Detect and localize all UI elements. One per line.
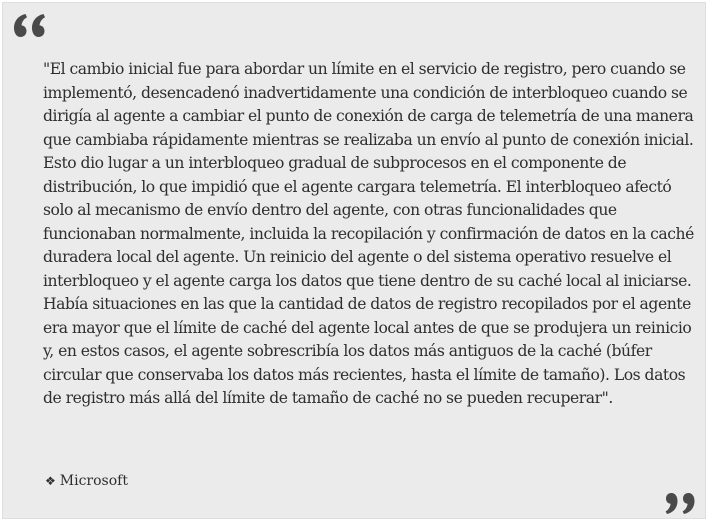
quote-text: "El cambio inicial fue para abordar un límite en el servicio de registro, pero cuando se implementó, desencadenó inadvertidamente una condición de interbloqueo cuando se dirigía al agente a cambiar el punto de conexión de carga de telemetría de una manera que cambiaba rápidamente mientras se realizaba un envío al punto de conexión inicial. Esto dio lugar a un interbloqueo gradual de subprocesos en el componente de distribución, lo que impidió que el agente cargara telemetría. El interbloqueo afectó solo al mecanismo de envío dentro del agente, con otras funcionalidades que funcionaban normalmente, incluida la recopilación y confirmación de datos en la caché duradera local del agente. Un reinicio del agente o del sistema operativo resuelve el interbloqueo y el agente carga los datos que tiene dentro de su caché local al iniciarse. Había situaciones en las que la cantidad de datos de registro recopilados por el agente era mayor que el límite de caché del agente local antes de que se produjera un reinicio y, en estos casos, el agente sobrescribía los datos más antiguos de la caché (búfer circular que conservaba los datos más recientes, hasta el límite de tamaño). Los datos de registro más allá del límite de tamaño de caché no se pueden recuperar". bbox=[43, 60, 694, 407]
open-quote-icon bbox=[13, 12, 47, 38]
close-quote-icon bbox=[663, 492, 697, 516]
attribution-bullet-icon: ❖ bbox=[45, 474, 56, 488]
quote-card bbox=[2, 2, 706, 519]
quote-attribution bbox=[45, 473, 128, 489]
attribution-name: Microsoft bbox=[59, 473, 128, 489]
